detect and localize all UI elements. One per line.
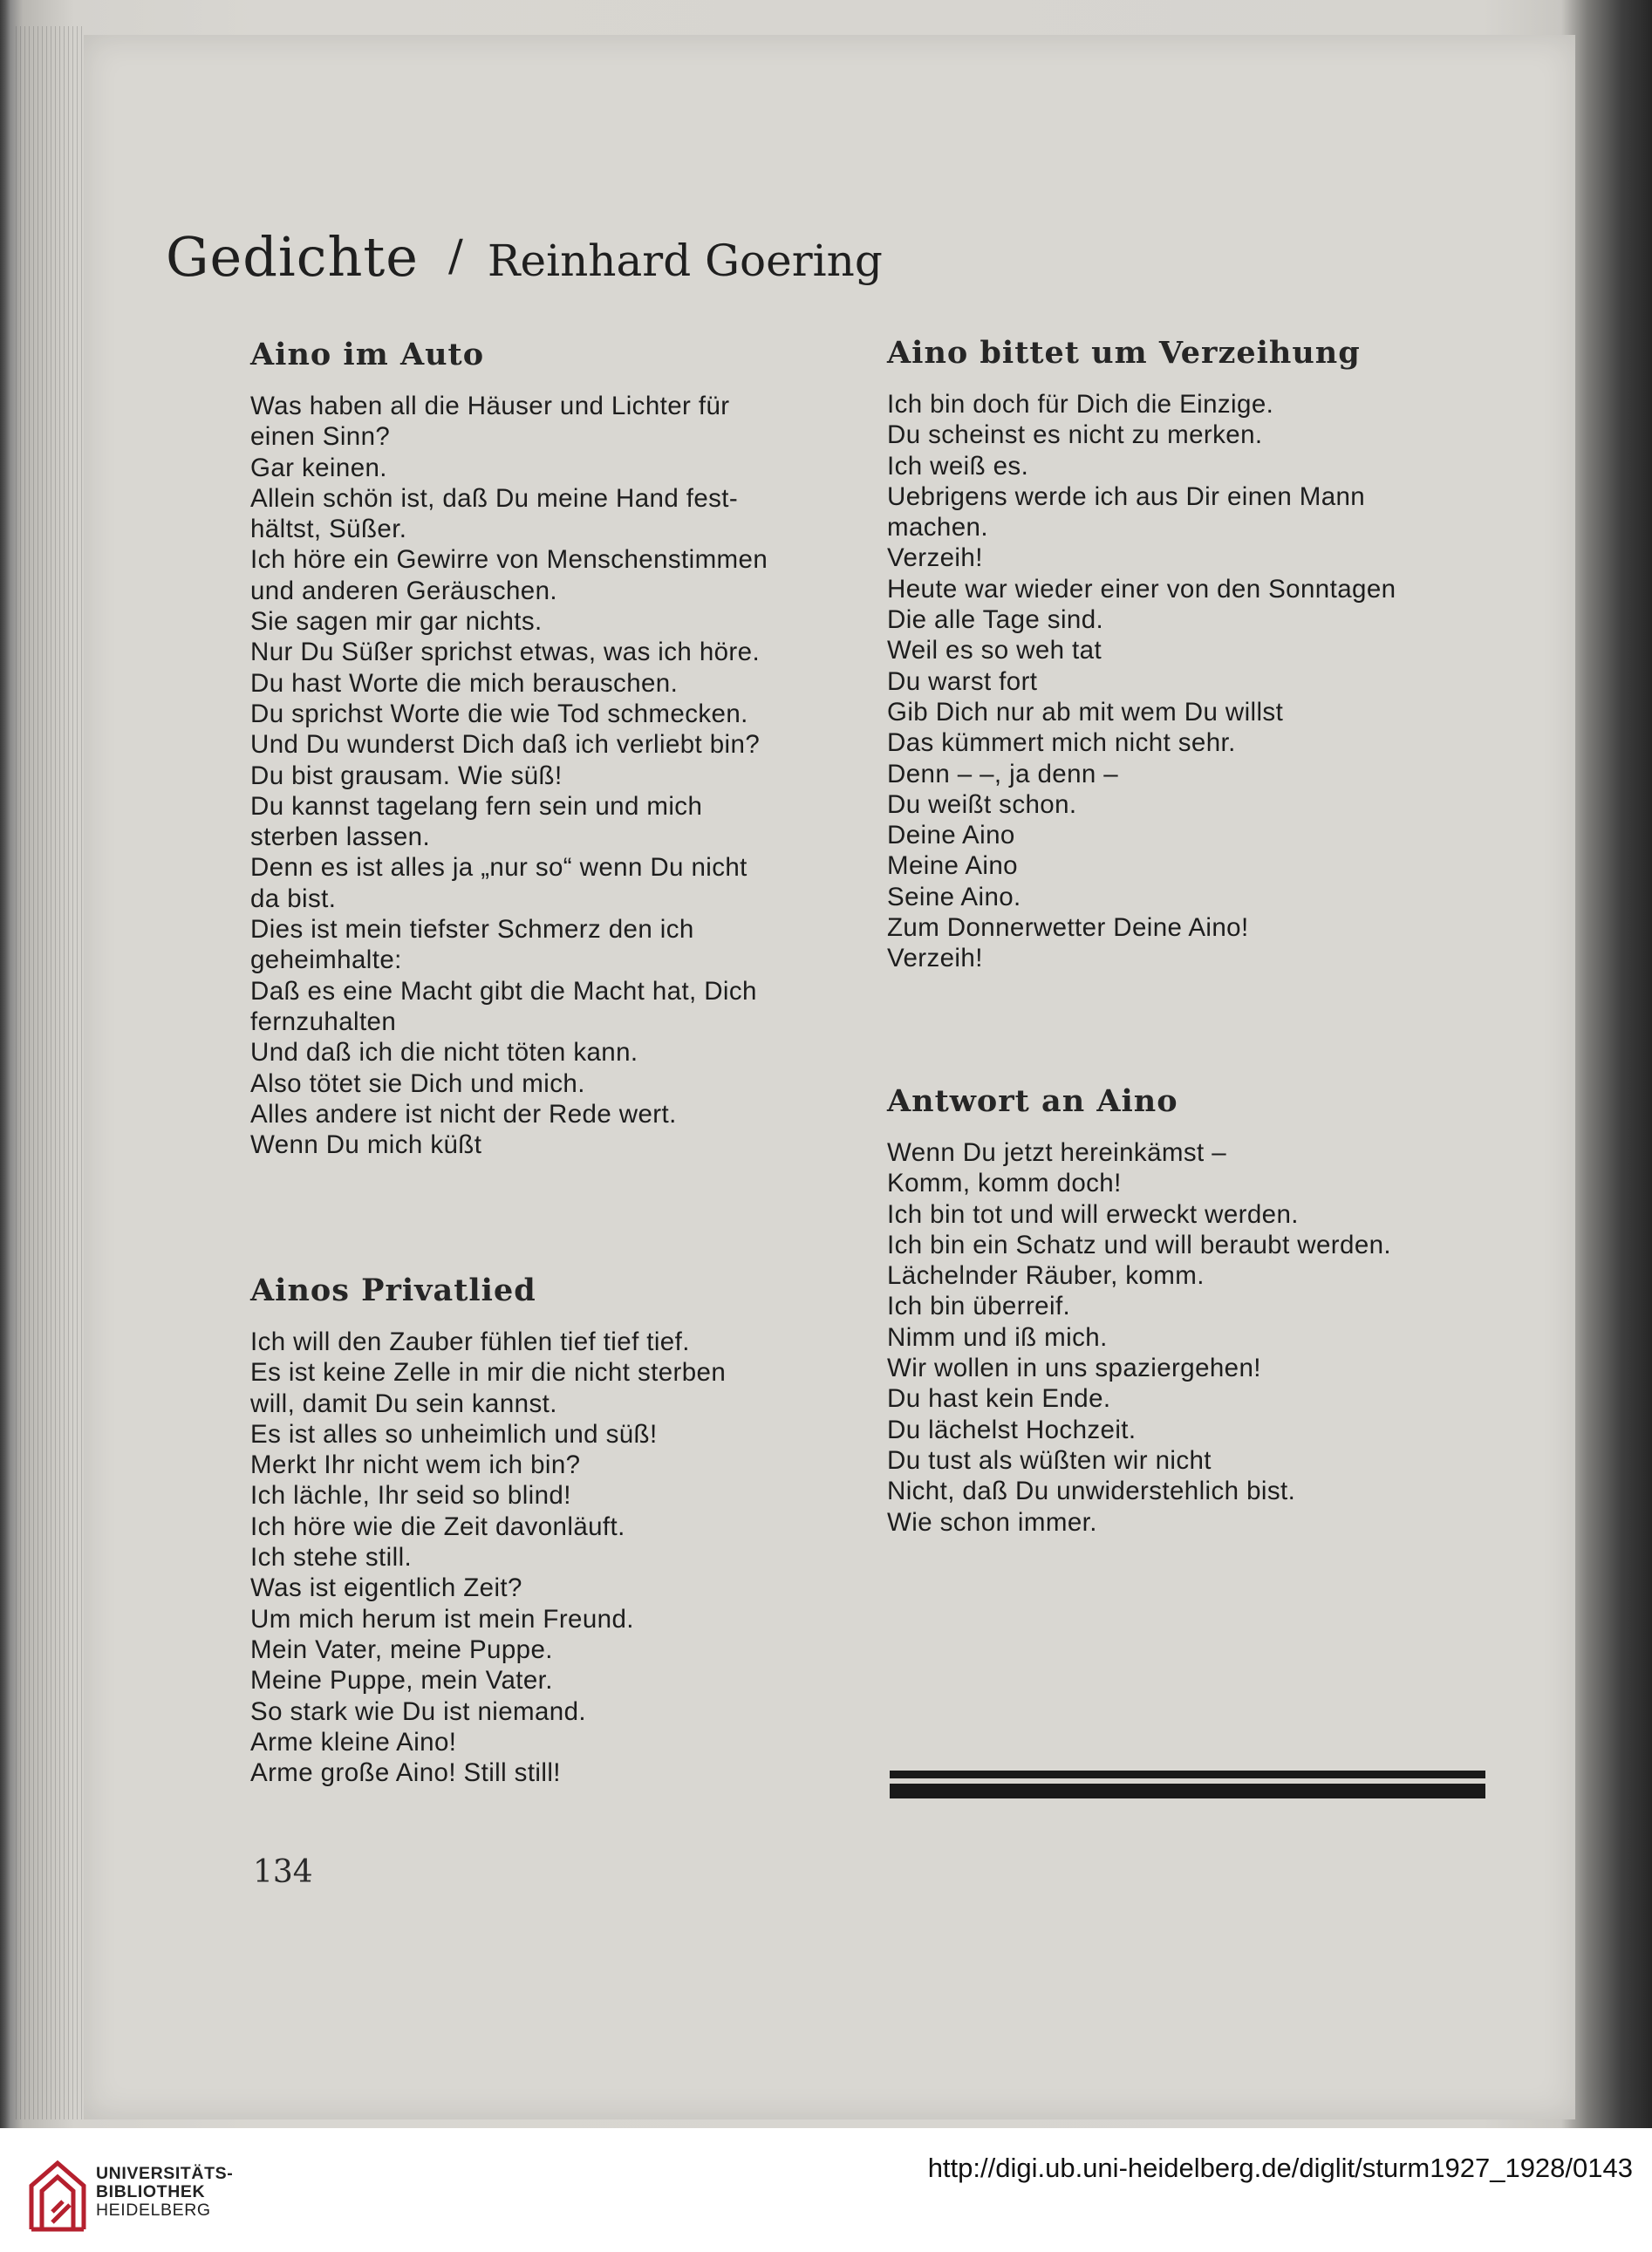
poem-title: Aino im Auto [250,337,485,372]
rule-thick [890,1784,1485,1798]
poem-line: Denn – –, ja denn – [887,759,1119,788]
viewer-footer [0,2128,1652,2252]
library-name-line3: HEIDELBERG [96,2201,211,2220]
poem-line: Du warst fort [887,666,1038,696]
poem-line: machen. [887,513,988,543]
poem-line: Arme kleine Aino! [250,1727,457,1757]
poem-line: Was haben all die Häuser und Lichter für [250,392,730,420]
poem-line: Zum Donnerwetter Deine Aino! [887,913,1249,943]
poem-line: hältst, Süßer. [250,515,407,544]
poem-ainos-privatlied [250,1269,861,1788]
poem-line: Seine Aino. [887,882,1021,911]
poem-line: Ich bin doch für Dich die Einzige. [887,390,1274,419]
page-title [166,225,883,289]
page-edges [16,26,85,2119]
poem-line: fernzuhalten [250,1007,397,1036]
poem-line: Um mich herum ist mein Freund. [250,1604,634,1634]
poem-title: Ainos Privatlied [250,1273,536,1308]
poem-line: Du hast Worte die mich berauschen. [250,668,679,698]
poem-line: Mein Vater, meine Puppe. [250,1634,553,1664]
poem-line: Es ist keine Zelle in mir die nicht sterben [250,1358,727,1388]
poem-line: Deine Aino [887,821,1015,850]
poem-line: Dies ist mein tiefster Schmerz den ich [250,915,694,945]
poem-line: Gar keinen. [250,453,387,482]
poem-line: Du hast kein Ende. [887,1384,1111,1414]
poem-line: Meine Aino [887,851,1018,881]
poem-line: Ich lächle, Ihr seid so blind! [250,1481,571,1511]
poem-line: Also tötet sie Dich und mich. [250,1068,585,1098]
poem-lines [250,391,861,1160]
poem-line: Was ist eigentlich Zeit? [250,1573,522,1603]
library-logo-icon [19,2151,96,2236]
poem-line: geheimhalte: [250,945,402,975]
poem-line: Gib Dich nur ab mit wem Du willst [887,697,1284,727]
poem-line: Wir wollen in uns spaziergehen! [887,1354,1261,1383]
poem-line: Alles andere ist nicht der Rede wert. [250,1099,677,1129]
poem-line: Ich bin überreif. [887,1292,1071,1321]
poem-line: Ich stehe still. [250,1543,413,1573]
poem-line: Uebrigens werde ich aus Dir einen Mann [887,481,1366,511]
poem-line: Du bist grausam. Wie süß! [250,761,563,790]
poem-line: Ich weiß es. [887,451,1029,481]
poem-line: Komm, komm doch! [887,1169,1122,1198]
library-name-line2: BIBLIOTHEK [96,2182,206,2201]
poem-line: Und Du wunderst Dich daß ich verliebt bin? [250,730,761,760]
poem-line: will, damit Du sein kannst. [250,1389,557,1418]
poem-line: Wenn Du mich küßt [250,1130,482,1160]
author-name: Reinhard Goering [487,235,883,286]
poem-line: Ich bin ein Schatz und will beraubt werden. [887,1230,1392,1259]
poem-line: So stark wie Du ist niemand. [250,1696,587,1726]
poem-line: Allein schön ist, daß Du meine Hand fest- [250,483,739,513]
poem-line: einen Sinn? [250,422,391,452]
poem-line: Merkt Ihr nicht wem ich bin? [250,1450,581,1480]
poem-line: Ich höre ein Gewirre von Menschenstimmen [250,545,768,575]
poem-line: Sie sagen mir gar nichts. [250,607,543,637]
poem-line: Denn es ist alles ja „nur so“ wenn Du nicht [250,853,747,883]
document-url[interactable]: http://digi.ub.uni-heidelberg.de/diglit/sturm1927_1928/0143 [927,2153,1633,2183]
library-name-line1: UNIVERSITÄTS- [96,2164,234,2183]
poem-line: Daß es eine Macht gibt die Macht hat, Dich [250,976,757,1006]
poem-line: Du kannst tagelang fern sein und mich [250,791,703,821]
poem-antwort-an-aino [887,1080,1498,1538]
poem-line: sterben lassen. [250,822,431,852]
library-name [96,2165,233,2220]
poem-line: und anderen Geräuschen. [250,576,557,605]
poem-line: Verzeih! [887,543,983,573]
poem-line: Du lächelst Hochzeit. [887,1415,1137,1444]
poem-line: Die alle Tage sind. [887,605,1104,635]
poem-line: Es ist alles so unheimlich und süß! [250,1419,658,1449]
poem-line: Meine Puppe, mein Vater. [250,1666,553,1696]
poem-line: Ich bin tot und will erweckt werden. [887,1199,1299,1229]
poem-line: Nur Du Süßer sprichst etwas, was ich höre. [250,638,761,667]
poem-line: Du scheinst es nicht zu merken. [887,420,1263,450]
title-separator: / [448,230,463,281]
poem-line: Ich will den Zauber fühlen tief tief tief. [250,1327,690,1356]
poem-line: Und daß ich die nicht töten kann. [250,1038,638,1068]
poem-line: Nicht, daß Du unwiderstehlich bist. [887,1477,1296,1506]
poem-line: Das kümmert mich nicht sehr. [887,728,1236,758]
poem-line: da bist. [250,884,337,913]
poem-lines [887,1137,1498,1538]
title-text: Gedichte [166,225,419,289]
poem-line: Lächelnder Räuber, komm. [887,1261,1205,1291]
poem-lines [250,1327,861,1788]
poem-line: Arme große Aino! Still still! [250,1758,561,1788]
double-rule-ornament [890,1771,1485,1805]
poem-title: Aino bittet um Verzeihung [887,335,1361,371]
poem-line: Heute war wieder einer von den Sonntagen [887,574,1396,604]
poem-aino-im-auto [250,333,861,1160]
poem-line: Du tust als wüßten wir nicht [887,1445,1212,1475]
poem-line: Weil es so weh tat [887,636,1102,665]
poem-line: Verzeih! [887,944,983,973]
poem-line: Nimm und iß mich. [887,1322,1108,1352]
poem-line: Wie schon immer. [887,1507,1097,1537]
poem-line: Du weißt schon. [887,789,1077,819]
poem-title: Antwort an Aino [887,1083,1178,1119]
poem-aino-bittet [887,331,1498,974]
poem-line: Ich höre wie die Zeit davonläuft. [250,1512,625,1541]
poem-line: Du sprichst Worte die wie Tod schmecken. [250,699,748,728]
page-number: 134 [253,1854,313,1890]
poem-lines [887,389,1498,974]
rule-thin [890,1771,1485,1778]
poem-line: Wenn Du jetzt hereinkämst – [887,1138,1227,1167]
